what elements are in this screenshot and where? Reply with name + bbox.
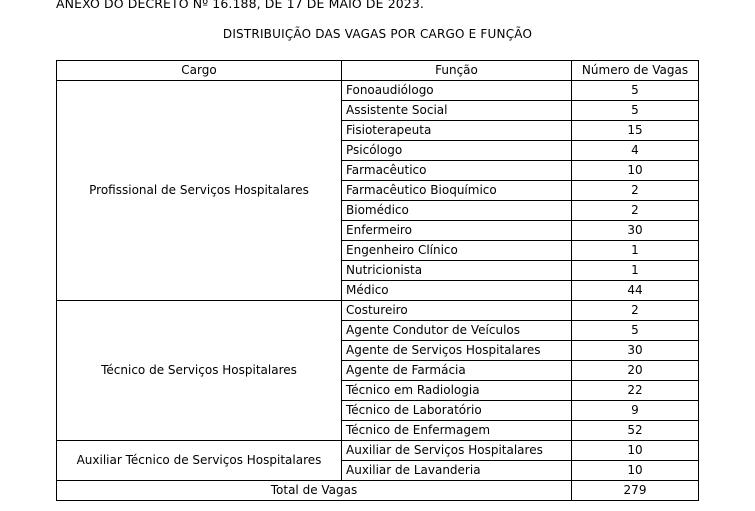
vagas-cell: 10 [572,161,699,181]
vagas-cell: 20 [572,361,699,381]
vagas-cell: 9 [572,401,699,421]
vagas-cell: 2 [572,301,699,321]
cargo-cell: Profissional de Serviços Hospitalares [57,81,342,301]
vagas-cell: 2 [572,181,699,201]
table-row [57,81,699,101]
document-header: ANEXO DO DECRETO Nº 16.188, DE 17 DE MAIO DE 2023. [56,0,424,11]
funcao-cell: Assistente Social [342,101,572,121]
funcao-cell: Técnico em Radiologia [342,381,572,401]
column-header-vagas: Número de Vagas [572,61,699,81]
funcao-cell: Auxiliar de Serviços Hospitalares [342,441,572,461]
funcao-cell: Biomédico [342,201,572,221]
table-row [57,441,699,461]
funcao-cell: Enfermeiro [342,221,572,241]
cargo-cell: Técnico de Serviços Hospitalares [57,301,342,441]
column-header-funcao: Função [342,61,572,81]
table-title: DISTRIBUIÇÃO DAS VAGAS POR CARGO E FUNÇÃO [222,27,533,41]
funcao-cell: Técnico de Enfermagem [342,421,572,441]
total-label: Total de Vagas [57,481,572,501]
vagas-cell: 10 [572,441,699,461]
cargo-cell: Auxiliar Técnico de Serviços Hospitalares [57,441,342,481]
funcao-cell: Farmacêutico Bioquímico [342,181,572,201]
funcao-cell: Costureiro [342,301,572,321]
funcao-cell: Farmacêutico [342,161,572,181]
funcao-cell: Agente de Serviços Hospitalares [342,341,572,361]
funcao-cell: Agente de Farmácia [342,361,572,381]
vagas-cell: 1 [572,241,699,261]
vagas-cell: 5 [572,81,699,101]
vagas-cell: 44 [572,281,699,301]
funcao-cell: Psicólogo [342,141,572,161]
funcao-cell: Fonoaudiólogo [342,81,572,101]
vagas-cell: 30 [572,221,699,241]
funcao-cell: Engenheiro Clínico [342,241,572,261]
vagas-cell: 52 [572,421,699,441]
vagas-cell: 30 [572,341,699,361]
table-header-row [57,61,699,81]
funcao-cell: Fisioterapeuta [342,121,572,141]
funcao-cell: Agente Condutor de Veículos [342,321,572,341]
vacancy-table [56,60,699,501]
vagas-cell: 15 [572,121,699,141]
column-header-cargo: Cargo [57,61,342,81]
table-row [57,301,699,321]
vagas-cell: 2 [572,201,699,221]
total-row [57,481,699,501]
funcao-cell: Técnico de Laboratório [342,401,572,421]
vagas-cell: 5 [572,101,699,121]
vagas-cell: 10 [572,461,699,481]
vagas-cell: 4 [572,141,699,161]
vagas-cell: 1 [572,261,699,281]
vagas-cell: 22 [572,381,699,401]
funcao-cell: Auxiliar de Lavanderia [342,461,572,481]
funcao-cell: Médico [342,281,572,301]
vagas-cell: 5 [572,321,699,341]
total-value: 279 [572,481,699,501]
funcao-cell: Nutricionista [342,261,572,281]
